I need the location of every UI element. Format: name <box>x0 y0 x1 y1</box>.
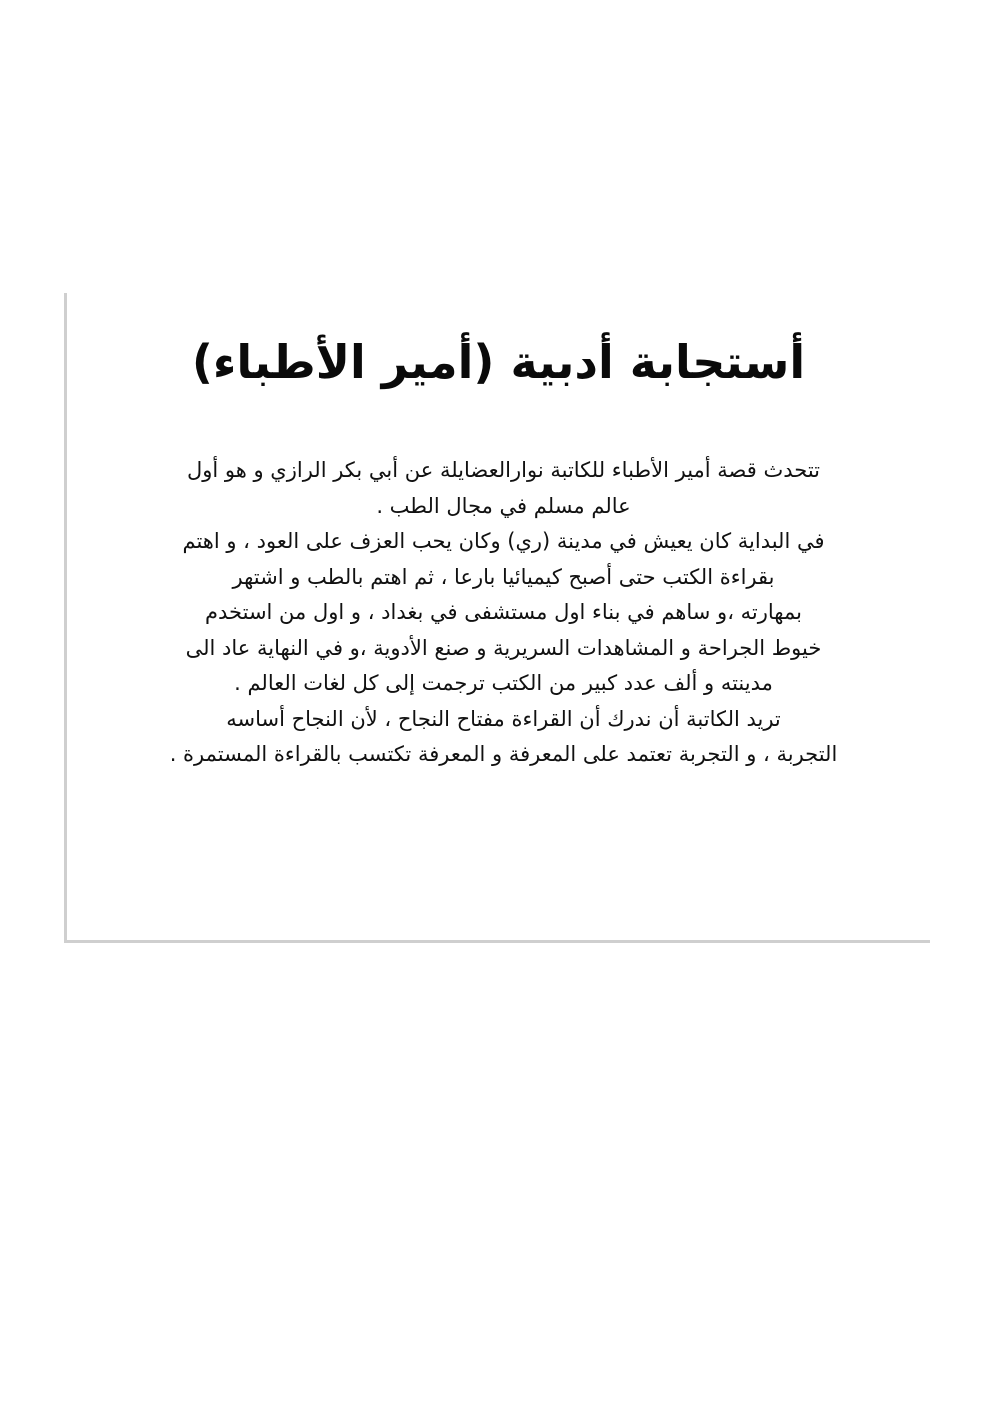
body-line: بمهارته ،و ساهم في بناء اول مستشفى في بغداد ، و اول من استخدم <box>205 600 802 624</box>
body-line: عالم مسلم في مجال الطب . <box>376 493 631 518</box>
body-line: التجربة ، و التجربة تعتمد على المعرفة و المعرفة تكتسب بالقراءة المستمرة . <box>169 742 838 766</box>
document-card <box>64 293 930 943</box>
body-line: خيوط الجراحة و المشاهدات السريرية و صنع الأدوية ،و في النهاية عاد الى <box>185 635 822 660</box>
body-line: مدينته و ألف عدد كبير من الكتب ترجمت إلى كل لغات العالم . <box>234 671 773 695</box>
body-line: تتحدث قصة أمير الأطباء للكاتبة نوارالعضايلة عن أبي بكر الرازي و هو أول <box>186 458 821 482</box>
document-body <box>107 453 900 773</box>
body-line: في البداية كان يعيش في مدينة (ري) وكان يحب العزف على العود ، و اهتم <box>182 529 825 553</box>
body-line: تريد الكاتبة أن ندرك أن القراءة مفتاح النجاح ، لأن النجاح أساسه <box>226 706 781 731</box>
document-title: أستجابة أدبية (أمير الأطباء) <box>191 335 806 389</box>
body-line: بقراءة الكتب حتى أصبح كيميائيا بارعا ، ثم اهتم بالطب و اشتهر <box>232 564 775 589</box>
